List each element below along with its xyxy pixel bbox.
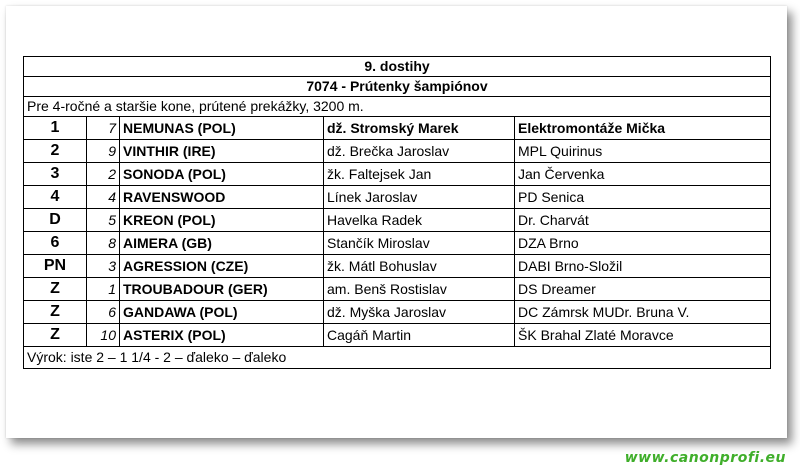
place-cell: D	[24, 209, 87, 232]
owner-cell: MPL Quirinus	[515, 140, 771, 163]
number-cell: 6	[87, 301, 120, 324]
place-cell: PN	[24, 255, 87, 278]
owner-cell: PD Senica	[515, 186, 771, 209]
number-cell: 10	[87, 324, 120, 347]
place-cell: 4	[24, 186, 87, 209]
table-row	[24, 324, 771, 347]
place-cell: 3	[24, 163, 87, 186]
owner-cell: DZA Brno	[515, 232, 771, 255]
place-cell: Z	[24, 301, 87, 324]
table-row	[24, 140, 771, 163]
place-cell: 1	[24, 117, 87, 140]
jockey-cell: žk. Faltejsek Jan	[324, 163, 515, 186]
number-cell: 3	[87, 255, 120, 278]
owner-cell: ŠK Brahal Zlaté Moravce	[515, 324, 771, 347]
number-cell: 4	[87, 186, 120, 209]
number-cell: 5	[87, 209, 120, 232]
race-results-table	[23, 56, 771, 369]
jockey-cell: dž. Brečka Jaroslav	[324, 140, 515, 163]
number-cell: 9	[87, 140, 120, 163]
number-cell: 2	[87, 163, 120, 186]
table-row	[24, 209, 771, 232]
watermark: www.canonprofi.eu	[624, 450, 786, 466]
jockey-cell: Stančík Miroslav	[324, 232, 515, 255]
horse-cell: GANDAWA (POL)	[120, 301, 324, 324]
table-row	[24, 163, 771, 186]
number-cell: 8	[87, 232, 120, 255]
jockey-cell: dž. Stromský Marek	[324, 117, 515, 140]
owner-cell: Dr. Charvát	[515, 209, 771, 232]
number-cell: 1	[87, 278, 120, 301]
jockey-cell: Línek Jaroslav	[324, 186, 515, 209]
jockey-cell: Cagáň Martin	[324, 324, 515, 347]
owner-cell: Jan Červenka	[515, 163, 771, 186]
owner-cell: Elektromontáže Mička	[515, 117, 771, 140]
horse-cell: AGRESSION (CZE)	[120, 255, 324, 278]
race-name: 7074 - Prútenky šampiónov	[24, 77, 771, 97]
place-cell: Z	[24, 324, 87, 347]
jockey-cell: žk. Mátl Bohuslav	[324, 255, 515, 278]
horse-cell: ASTERIX (POL)	[120, 324, 324, 347]
horse-cell: TROUBADOUR (GER)	[120, 278, 324, 301]
jockey-cell: dž. Myška Jaroslav	[324, 301, 515, 324]
table-row	[24, 117, 771, 140]
table-row	[24, 186, 771, 209]
place-cell: 2	[24, 140, 87, 163]
table-row	[24, 255, 771, 278]
owner-cell: DC Zámrsk MUDr. Bruna V.	[515, 301, 771, 324]
results-rows	[24, 117, 771, 347]
table-row	[24, 301, 771, 324]
horse-cell: RAVENSWOOD	[120, 186, 324, 209]
horse-cell: KREON (POL)	[120, 209, 324, 232]
race-title: 9. dostihy	[24, 57, 771, 77]
owner-cell: DABI Brno-Složil	[515, 255, 771, 278]
race-conditions: Pre 4-ročné a staršie kone, prútené prekážky, 3200 m.	[24, 97, 771, 117]
horse-cell: SONODA (POL)	[120, 163, 324, 186]
owner-cell: DS Dreamer	[515, 278, 771, 301]
jockey-cell: Havelka Radek	[324, 209, 515, 232]
race-verdict: Výrok: iste 2 – 1 1/4 - 2 – ďaleko – ďaleko	[24, 347, 771, 369]
table-row	[24, 232, 771, 255]
horse-cell: VINTHIR (IRE)	[120, 140, 324, 163]
horse-cell: AIMERA (GB)	[120, 232, 324, 255]
table-row	[24, 278, 771, 301]
place-cell: 6	[24, 232, 87, 255]
horse-cell: NEMUNAS (POL)	[120, 117, 324, 140]
place-cell: Z	[24, 278, 87, 301]
number-cell: 7	[87, 117, 120, 140]
jockey-cell: am. Benš Rostislav	[324, 278, 515, 301]
